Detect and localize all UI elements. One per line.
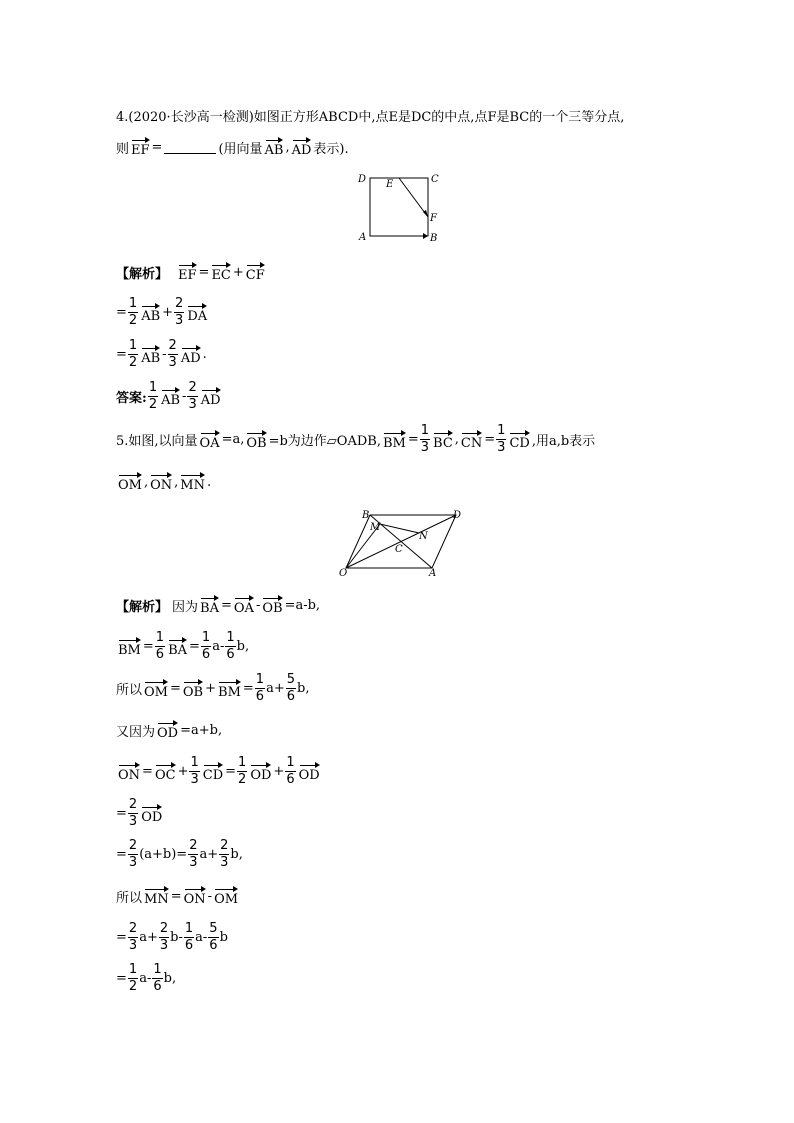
plus: + — [177, 764, 189, 779]
fraction — [285, 756, 295, 787]
equals: = — [225, 764, 237, 779]
denominator: 3 — [220, 855, 229, 870]
label-d: D — [453, 510, 462, 521]
numerator: 1 — [201, 630, 211, 645]
fraction — [128, 339, 138, 370]
plus: + — [273, 764, 285, 779]
equals: = — [189, 639, 200, 654]
q4-blank-line — [116, 137, 349, 157]
fraction — [128, 922, 138, 953]
term-a: a- — [212, 639, 225, 654]
fraction — [225, 631, 235, 662]
vector-od: OD — [250, 762, 271, 782]
numerator: 1 — [190, 755, 199, 770]
fraction — [286, 673, 296, 704]
q4-hint-close: 表示). — [313, 141, 349, 157]
fraction — [208, 922, 218, 953]
numerator: 1 — [128, 962, 138, 977]
denominator: 6 — [255, 689, 265, 704]
fraction — [420, 424, 430, 455]
denominator: 3 — [190, 772, 199, 787]
equals: = — [116, 305, 127, 320]
numerator: 5 — [209, 921, 218, 936]
label-e: E — [386, 179, 394, 190]
numerator: 1 — [286, 755, 295, 770]
q5-step-3 — [116, 673, 309, 704]
denominator: 3 — [188, 397, 197, 412]
vector-on: ON — [150, 472, 172, 492]
answer-blank — [164, 141, 216, 154]
denominator: 6 — [209, 938, 218, 953]
fraction — [128, 963, 138, 994]
label-a: A — [359, 232, 367, 243]
fraction — [159, 922, 169, 953]
equals: = — [116, 806, 127, 821]
denominator: 3 — [420, 440, 430, 455]
numerator: 1 — [148, 380, 158, 395]
numerator: 2 — [128, 797, 138, 812]
fraction — [174, 297, 184, 328]
q5-statement — [116, 424, 595, 455]
denominator: 3 — [159, 938, 169, 953]
vector-ab: AB — [265, 137, 284, 157]
label-n: N — [419, 531, 428, 542]
term-a: a- — [195, 930, 208, 945]
vector-cn: CN — [461, 430, 482, 450]
vector-ob: OB — [183, 679, 203, 699]
q5-text-4: ,用a,b表示 — [531, 434, 596, 449]
numerator: 2 — [128, 838, 138, 853]
vector-ec: EC — [211, 262, 230, 282]
term-sum: (a+b)= — [139, 847, 188, 862]
result: =a-b, — [284, 597, 321, 613]
term-b: b, — [163, 971, 177, 986]
label-d: D — [358, 174, 367, 185]
vector-ab: AB — [141, 345, 160, 365]
vector-ad: AD — [292, 137, 312, 157]
fraction — [496, 424, 506, 455]
term-a: a+ — [199, 847, 219, 862]
vector-oc: OC — [155, 762, 176, 782]
q5-step-9 — [116, 922, 228, 953]
so: 所以 — [116, 890, 143, 906]
vector-ef: EF — [178, 262, 197, 282]
solution-label: 【解析】 — [116, 599, 169, 615]
comma: , — [143, 474, 149, 490]
square-abcd-figure — [350, 170, 450, 244]
numerator: 2 — [188, 380, 197, 395]
numerator: 2 — [175, 296, 184, 311]
numerator: 1 — [255, 672, 265, 687]
vector-ba: BA — [168, 637, 187, 657]
fraction — [188, 839, 198, 870]
numerator: 1 — [420, 423, 430, 438]
denominator: 2 — [128, 313, 138, 328]
numerator: 2 — [159, 921, 169, 936]
label-a: A — [429, 568, 437, 579]
vector-da: DA — [187, 303, 207, 323]
vector-oa: OA — [200, 430, 220, 450]
fraction — [128, 297, 138, 328]
also-because: 又因为 — [116, 724, 156, 740]
minus: - — [207, 888, 213, 904]
numerator: 1 — [184, 921, 194, 936]
equals: = — [142, 764, 153, 779]
vector-on: ON — [184, 886, 206, 906]
q5-targets — [116, 472, 211, 492]
q5-step-2 — [116, 631, 249, 662]
vector-ab: AB — [161, 387, 180, 407]
vector-ob: OB — [262, 595, 282, 615]
denominator: 2 — [238, 772, 247, 787]
q4-answer — [116, 381, 223, 412]
minus: - — [255, 597, 261, 613]
denominator: 6 — [153, 979, 162, 994]
term-b: b, — [297, 681, 310, 696]
vector-oa: OA — [234, 595, 254, 615]
fraction — [184, 922, 194, 953]
fraction — [152, 963, 162, 994]
label-f: F — [430, 213, 437, 224]
denominator: 6 — [286, 772, 295, 787]
denominator: 3 — [497, 440, 506, 455]
because: 因为 — [172, 599, 199, 615]
denominator: 2 — [128, 355, 138, 370]
vector-bc: BC — [433, 430, 453, 450]
denominator: 3 — [128, 938, 138, 953]
equals: = — [151, 139, 163, 155]
vector-cd: CD — [509, 430, 529, 450]
vector-od: OD — [299, 762, 320, 782]
fraction — [128, 839, 138, 870]
fraction — [148, 381, 158, 412]
fraction — [187, 381, 197, 412]
comma: , — [285, 139, 290, 155]
plus: + — [205, 681, 217, 696]
vector-bm: BM — [383, 430, 406, 450]
equals: = — [407, 432, 419, 447]
period: . — [202, 347, 207, 362]
equals: = — [169, 681, 181, 696]
numerator: 2 — [168, 338, 177, 353]
fraction — [201, 631, 211, 662]
label-c: C — [395, 544, 403, 555]
vector-mn: MN — [180, 472, 205, 492]
q4-step-3 — [116, 339, 207, 370]
vector-cd: CD — [203, 762, 223, 782]
q4-then: 则 — [116, 141, 130, 157]
fraction — [237, 756, 247, 787]
vector-mn: MN — [144, 886, 169, 906]
vector-ab: AB — [141, 303, 160, 323]
denominator: 6 — [155, 647, 165, 662]
label-c: C — [431, 174, 439, 185]
numerator: 1 — [128, 338, 138, 353]
solution-label: 【解析】 — [116, 266, 169, 282]
numerator: 1 — [155, 630, 165, 645]
term-a: a+ — [139, 930, 158, 945]
q5-step-6 — [116, 798, 164, 829]
vector-ba: BA — [200, 595, 219, 615]
label-b: B — [430, 233, 438, 244]
vector-om: OM — [214, 886, 238, 906]
fraction — [255, 673, 265, 704]
vector-ad: AD — [201, 387, 221, 407]
label-m: M — [370, 522, 381, 533]
equals: = — [220, 597, 232, 613]
numerator: 1 — [497, 423, 506, 438]
square-outline — [370, 178, 428, 236]
denominator: 2 — [148, 397, 158, 412]
numerator: 1 — [153, 962, 162, 977]
period: . — [206, 474, 212, 490]
denominator: 6 — [201, 647, 211, 662]
equals: = — [116, 347, 127, 362]
q4-statement: 4.(2020·长沙高一检测)如图正方形ABCD中,点E是DC的中点,点F是BC的一个三等分点, — [116, 110, 625, 125]
denominator: 2 — [128, 979, 138, 994]
plus: + — [162, 305, 174, 320]
plus: + — [232, 264, 244, 280]
equals: = — [116, 847, 127, 862]
arrow-b — [423, 233, 428, 239]
q5-text-3: =b为边作▱OADB, — [268, 434, 381, 449]
term-b: b, — [230, 847, 243, 862]
q4-hint-open: (用向量 — [218, 141, 263, 157]
numerator: 2 — [189, 838, 198, 853]
fraction — [128, 798, 138, 829]
denominator: 3 — [168, 355, 177, 370]
vector-ad: AD — [181, 345, 201, 365]
so: 所以 — [116, 683, 143, 698]
term-b: b — [219, 930, 228, 945]
vector-om: OM — [144, 679, 168, 699]
term-b: b, — [236, 639, 250, 654]
term-b: b- — [170, 930, 183, 945]
q4-step-1 — [116, 262, 267, 282]
term-a: a- — [139, 971, 152, 986]
denominator: 6 — [184, 938, 194, 953]
denominator: 3 — [175, 313, 184, 328]
q5-step-8 — [116, 886, 240, 906]
vector-ob: OB — [246, 430, 266, 450]
comma: , — [174, 474, 179, 490]
numerator: 2 — [220, 838, 229, 853]
answer-label: 答案: — [116, 391, 147, 406]
comma: , — [454, 432, 459, 447]
q4-step-2 — [116, 297, 209, 328]
fraction — [155, 631, 165, 662]
numerator: 1 — [128, 296, 138, 311]
vector-om: OM — [118, 472, 142, 492]
minus: - — [162, 347, 167, 362]
q5-text-1: 5.如图,以向量 — [116, 434, 198, 449]
equals: = — [116, 971, 127, 986]
vector-bm: BM — [218, 679, 241, 699]
denominator: 6 — [286, 689, 296, 704]
equals: = — [198, 264, 210, 280]
equals: = — [170, 888, 182, 904]
fraction — [219, 839, 229, 870]
equals: = — [116, 930, 127, 945]
fraction — [168, 339, 178, 370]
denominator: 3 — [128, 814, 138, 829]
numerator: 1 — [226, 630, 235, 645]
fraction — [189, 756, 199, 787]
denominator: 3 — [128, 855, 138, 870]
numerator: 1 — [238, 755, 247, 770]
equals: = — [242, 681, 254, 696]
numerator: 2 — [128, 921, 138, 936]
vector-bm: BM — [118, 637, 141, 657]
vector-od: OD — [141, 804, 162, 824]
q5-text-2: =a, — [221, 432, 245, 447]
q5-step-1 — [116, 595, 320, 615]
label-b: B — [362, 510, 370, 521]
q5-step-5 — [116, 756, 322, 787]
q5-step-7 — [116, 839, 243, 870]
segment-ef — [399, 178, 428, 217]
equals: = — [142, 639, 154, 654]
q5-step-4 — [116, 720, 222, 740]
vector-on: ON — [118, 762, 140, 782]
equals: = — [484, 432, 496, 447]
vector-cf: CF — [246, 262, 265, 282]
label-o: O — [339, 568, 348, 579]
denominator: 6 — [226, 647, 235, 662]
vector-od: OD — [157, 720, 178, 740]
minus: - — [182, 389, 187, 404]
q5-step-10 — [116, 963, 176, 994]
denominator: 3 — [189, 855, 198, 870]
vector-ef: EF — [131, 137, 150, 157]
result: =a+b, — [180, 722, 223, 738]
term-a: a+ — [266, 681, 285, 696]
numerator: 5 — [286, 672, 296, 687]
parallelogram-oadb-figure — [336, 506, 468, 580]
